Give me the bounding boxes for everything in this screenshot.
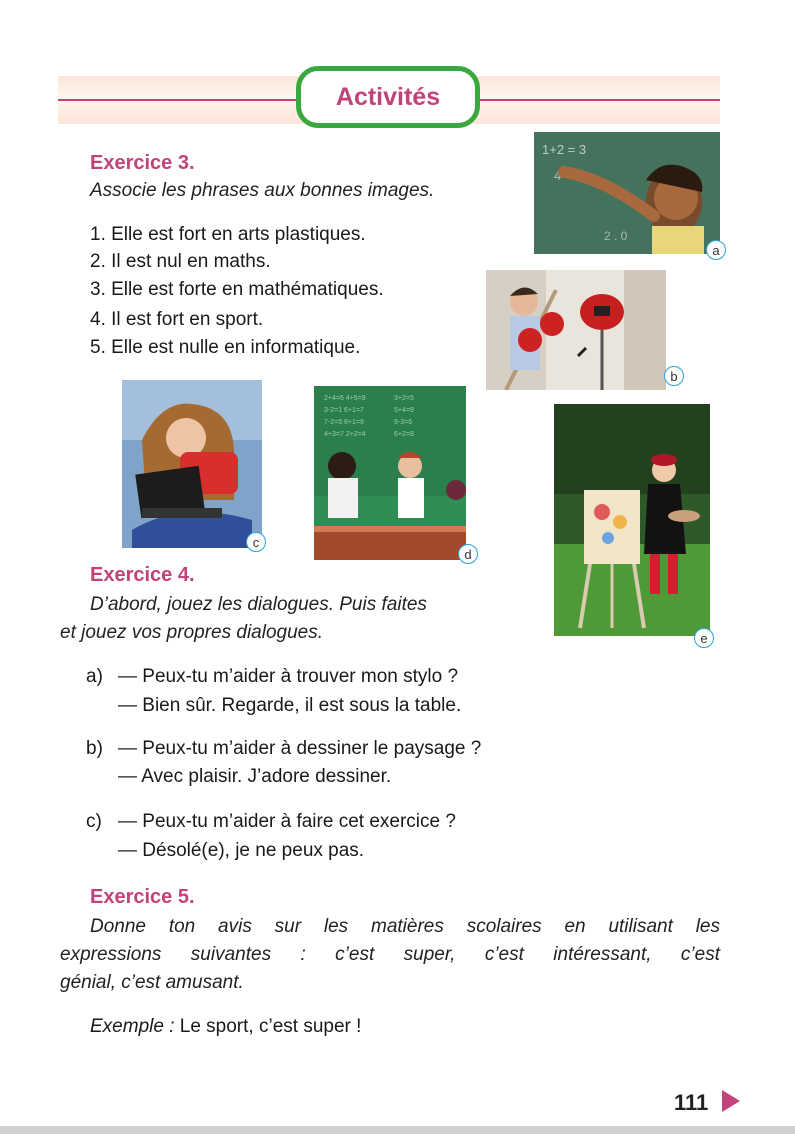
photo-d-classroom: [314, 386, 466, 560]
photo-c-label: c: [246, 532, 266, 552]
svg-text:4 · 5: 4 · 5: [554, 168, 581, 183]
exercise4-instruction-line2: et jouez vos propres dialogues.: [60, 622, 323, 643]
page-number: 111: [674, 1090, 709, 1115]
dialogue-c-reply: — Désolé(e), je ne peux pas.: [118, 840, 365, 861]
page-title: Activités: [335, 82, 441, 111]
page-arrow-icon: [722, 1090, 740, 1112]
svg-text:2 . 0: 2 . 0: [604, 229, 628, 243]
exercise5-line1: Donne ton avis sur les matières scolaires en utilisant les: [90, 916, 720, 937]
dialogue-c-letter: c): [86, 811, 102, 832]
exercise3-item-3: 3. Elle est forte en mathématiques.: [90, 279, 384, 300]
activities-title-box: [296, 66, 480, 128]
exercise5-line2: expressions suivantes : c’est super, c’est intéressant, c’est: [60, 944, 720, 965]
svg-text:7-2=5 8+1=9: 7-2=5 8+1=9: [324, 419, 364, 426]
svg-text:5+4=9: 5+4=9: [394, 407, 414, 414]
photo-b-boy-boxing: [486, 270, 666, 390]
photo-b-label: b: [664, 366, 684, 386]
exercise3-heading: Exercice 3.: [90, 152, 195, 174]
exercise3-item-2: 2. Il est nul en maths.: [90, 251, 271, 272]
dialogue-c-question: — Peux-tu m’aider à faire cet exercice ?: [118, 811, 456, 832]
svg-text:3+2=5: 3+2=5: [394, 395, 414, 402]
dialogue-a-reply: — Bien sûr. Regarde, il est sous la table.: [118, 695, 462, 716]
exercise3-item-1: 1. Elle est fort en arts plastiques.: [90, 224, 366, 245]
exercise5-heading: Exercice 5.: [90, 886, 195, 908]
exercise3-instruction: Associe les phrases aux bonnes images.: [90, 180, 435, 201]
exercise3-item-5: 5. Elle est nulle en informatique.: [90, 337, 361, 358]
dialogue-b-question: — Peux-tu m’aider à dessiner le paysage ?: [118, 738, 482, 759]
svg-text:1+2 = 3: 1+2 = 3: [542, 142, 587, 157]
svg-text:2+4=6 4+5=9: 2+4=6 4+5=9: [324, 395, 366, 402]
photo-e-girl-painting: [554, 404, 710, 636]
dialogue-a-question: — Peux-tu m’aider à trouver mon stylo ?: [118, 666, 459, 687]
exercise4-instruction-line1: D’abord, jouez les dialogues. Puis faites: [90, 594, 427, 615]
dialogue-b-letter: b): [86, 738, 103, 759]
svg-text:9-3=6: 9-3=6: [394, 419, 413, 426]
photo-a-label: a: [706, 240, 726, 260]
example-label: Exemple :: [90, 1016, 175, 1037]
photo-c-girl-laptop: [122, 380, 262, 548]
dialogue-b-reply: — Avec plaisir. J’adore dessiner.: [118, 766, 392, 787]
photo-e-label: e: [694, 628, 714, 648]
svg-text:4+3=7 2+2=4: 4+3=7 2+2=4: [324, 431, 366, 438]
svg-text:6+2=8: 6+2=8: [394, 431, 414, 438]
exercise4-heading: Exercice 4.: [90, 564, 195, 586]
bottom-bar: [0, 1126, 795, 1134]
exercise5-line3: génial, c’est amusant.: [60, 972, 244, 993]
example-text: Le sport, c’est super !: [174, 1016, 362, 1037]
svg-text:3-2=1 6+1=7: 3-2=1 6+1=7: [324, 407, 364, 414]
dialogue-a-letter: a): [86, 666, 103, 687]
exercise3-item-4: 4. Il est fort en sport.: [90, 309, 264, 330]
photo-d-label: d: [458, 544, 478, 564]
photo-a-girl-chalkboard: [534, 132, 720, 254]
exercise5-example: [90, 1016, 361, 1038]
